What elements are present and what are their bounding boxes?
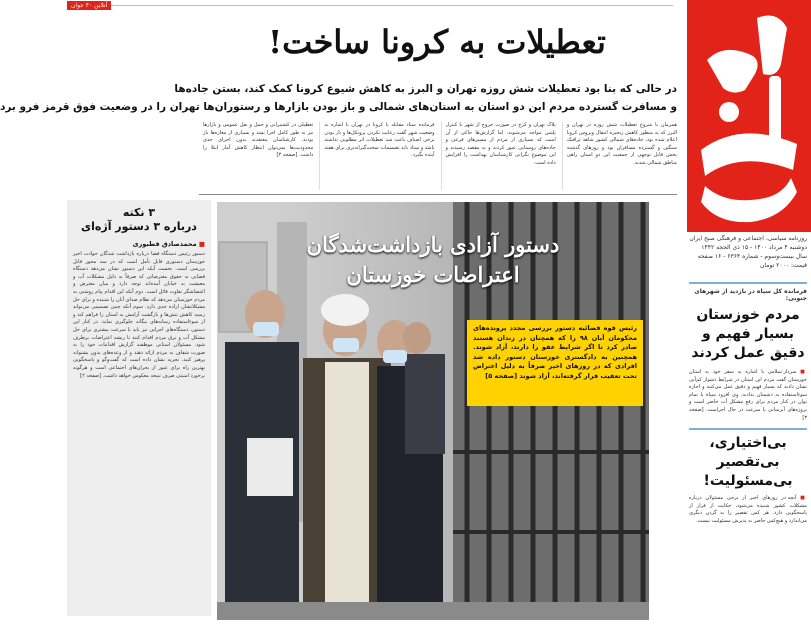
javan-logo-icon (687, 0, 811, 232)
bullet-icon: ■ (796, 369, 807, 375)
lead-photo[interactable] (217, 202, 649, 620)
pub-info-line: دوشنبه ۴ مرداد ۱۴۰۰ - ۱۵ ذی الحجه ۱۴۴۲ (701, 244, 807, 251)
pub-info-line: روزنامه سیاسی، اجتماعی و فرهنگی صبح ایران (689, 235, 807, 242)
opinion-body: دستور رئیس دستگاه قضا درباره بازداشت شدگان حوادث اخیر خوزستان دستوری قابل تأمل است که در سه محور قابل بررسی است. نخست آنکه این دستور نشان می‌دهد دستگاه قضایی به حقوق معترضانی که صرفاً به دلیل مشکلات آب و معیشت به خیابان آمده‌اند توجه دارد و میان معترض و اغتشاشگر تفاوت قائل است. دوم آنکه این اقدام پیام روشنی به مردم خوزستان می‌دهد که نظام صدای آنان را شنیده و برای حل مشکلاتشان اراده جدی دارد. سوم آنکه چنین تصمیمی می‌تواند زمینه کاهش تنش‌ها و بازگشت آرامش به استان را فراهم کند و از سوءاستفاده رسانه‌های بیگانه جلوگیری نماید. در کنار این دستور، دستگاه‌های اجرایی نیز باید با سرعت بیشتری برای حل مشکل آب و برق مردم اقدام کنند تا ریشه اعتراضات برطرف شود. مسئولان استانی موظفند گزارش اقدامات خود را به صورت شفاف به مردم ارائه دهند و از وعده‌های بدون پشتوانه پرهیز کنند. تجربه نشان داده است که گفت‌وگو و پاسخگویی بهترین راه برای عبور از بحران‌های اجتماعی است و هرگونه برخورد امنیتی صرف نتیجه معکوس خواهد داشت. [صفحه ۲] (73, 251, 205, 379)
editorial-body (689, 495, 807, 525)
section-divider (199, 194, 677, 195)
bullet-icon: ■ (796, 495, 807, 502)
masthead-logo (687, 0, 811, 232)
lead-column: همزمان با شروع تعطیلات شش روزه در تهران و البرز که به منظور کاهش زنجیره انتقال ویروس کرونا اعلام شده بود، جاده‌های شمالی کشور شاهد ترافیک سنگین و گسترده مسافران بود و روزهای گذشته بخش قابل توجهی از جمعیت این دو استان راهی مناطق شمالی شدند. (562, 122, 677, 190)
top-strip (63, 0, 679, 10)
photo-caption (217, 230, 649, 290)
pub-info-line: قیمت: ۲۰۰۰ تومان (760, 262, 807, 269)
opinion-article[interactable] (67, 200, 211, 616)
opinion-author (73, 240, 205, 248)
editorial-body-text: آنچه در روزهای اخیر از برخی مسئولان درباره مشکلات کشور شنیده می‌شود، حکایت از فرار از پاسخگویی دارد. هر کس تقصیر را به گردن دیگری می‌اندازد و هیچ‌کس حاضر به پذیرش مسئولیت نیست. (689, 495, 807, 524)
right-column (689, 284, 807, 620)
story-title[interactable]: مردم خوزستان بسیار فهیم و دقیق عمل کردند (691, 307, 805, 361)
photo-summary-box[interactable]: رئیس قوه قضائیه دستور بررسی مجدد پرونده‌های محکومان آبان ۹۸ را که همچنان در زندان هستند صادر کرد تا اگر شرایط عفو را دارند، آزاد شوند. همچنین به دادگستری خوزستان دستور داده شد افرادی که در روزهای اخیر صرفاً به دلیل اعتراض تحت تعقیب قرار گرفته‌اند، آزاد شوند [صفحه ۵] (467, 320, 643, 406)
opinion-title (73, 206, 205, 234)
online-badge[interactable]: آنلاین ۴۰ جوان (67, 1, 111, 10)
top-rule (69, 5, 673, 6)
opinion-title-line: درباره ۳ دستور آژه‌ای (81, 220, 197, 233)
story-divider (689, 428, 807, 430)
bullet-icon: ■ (196, 240, 205, 248)
story-body-text: سردار سلامی با اشاره به سفر خود به استان خوزستان گفت مردم این استان در شرایط دشوار کم‌آبی نشان دادند که بسیار فهیم و دقیق عمل می‌کنند و اجازه سوءاستفاده به دشمنان ندادند. وی افزود سپاه با تمام توان در کنار مردم برای رفع مشکل آب حاضر است و پروژه‌های آبرسانی با سرعت در حال اجراست. [صفحه ۳] (689, 369, 807, 421)
lead-column: پلاک تهران و کرج در صورت خروج از شهر با کنترل پلیس مواجه می‌شوند. اما گزارش‌ها حاکی از آن است که بسیاری از مردم از مسیرهای فرعی و جاده‌های روستایی عبور کردند و به مقصد رسیدند و این موضوع نگرانی کارشناسان بهداشت را افزایش داده است. (441, 122, 556, 190)
story-body (689, 369, 807, 422)
story-kicker: فرمانده کل سپاه در بازدید از شهرهای جنوبی: (694, 288, 807, 302)
headline-subtitle-2: و مسافرت گسترده مردم این دو استان به استان‌های شمالی و باز بودن بازارها و رستوران‌ها تهران را در وضعیت فوق قرمز فرو برد (0, 101, 677, 113)
pub-info-line: سال بیست‌وسوم - شماره ۶۳۶۴ - ۱۶ صفحه (697, 253, 807, 260)
lead-story-columns (199, 122, 677, 190)
lead-column: فرمانده ستاد مقابله با کرونا در تهران با اشاره به وضعیت شهر گفت رعایت نکردن پروتکل‌ها و باز بودن برخی اصناف باعث شد تعطیلات اثر مطلوبی نداشته باشد و ستاد باید تصمیمات سخت‌گیرانه‌تری برای هفته آینده بگیرد. (319, 122, 434, 190)
publication-info (691, 234, 807, 270)
editorial-title[interactable]: بی‌اختیاری، بی‌تقصیر بی‌مسئولیت! (703, 435, 793, 490)
author-name: محمدصادق قطبوری (132, 240, 197, 248)
main-headline[interactable]: تعطیلات به کرونا ساخت! (268, 23, 606, 61)
photo-caption-line: دستور آزادی بازداشت‌شدگان (306, 232, 560, 257)
lead-column: تعطیلی در کشتیرانی و حمل و نقل عمومی و بازارها نیز به طور کامل اجرا نشد و بسیاری از مغازه‌ها باز بودند. کارشناسان معتقدند بدون اجرای جدی محدودیت‌ها نمی‌توان انتظار کاهش آمار ابتلا را داشت. [صفحه ۳] (203, 122, 314, 159)
opinion-title-line: ۳ نکته (122, 206, 156, 219)
headline-subtitle-1: در حالی که بنا بود تعطیلات شش روزه تهران و البرز به کاهش شیوع کرونا کمک کند، بستن جاده‌ها (174, 83, 677, 95)
photo-caption-line: اعتراضات خوزستان (346, 262, 520, 287)
